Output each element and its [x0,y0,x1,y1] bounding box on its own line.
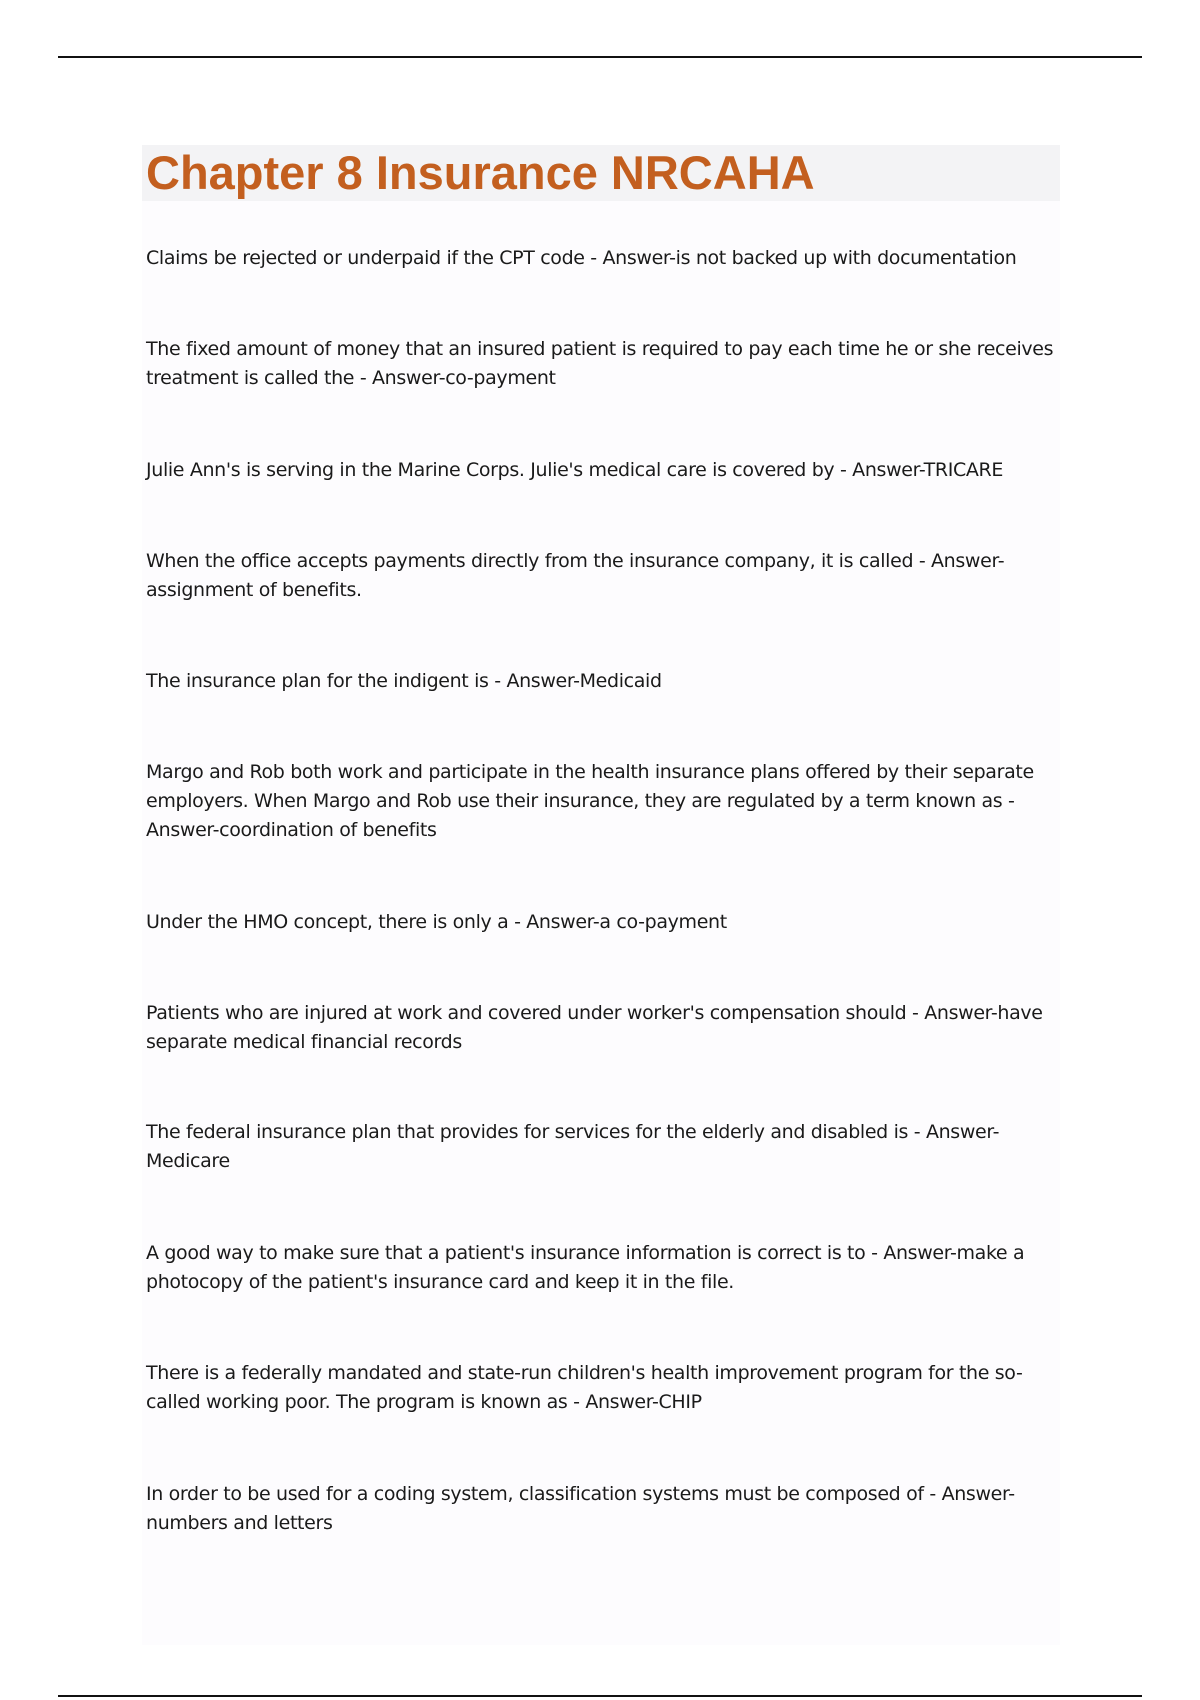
qa-item-2: The fixed amount of money that an insured patient is required to pay each time he or she receives treatment is called the - Answer-co-payment [146,338,1054,389]
qa-item-12: In order to be used for a coding system, classification systems must be composed of - Answer-numbers and letters [146,1483,1015,1534]
header-rule [58,56,1142,58]
qa-item-4: When the office accepts payments directly from the insurance company, it is called - Answer-assignment of benefits. [146,550,1005,601]
qa-item-9: The federal insurance plan that provides for services for the elderly and disabled is - Answer-Medicare [146,1121,1000,1172]
qa-item-6: Margo and Rob both work and participate in the health insurance plans offered by their separate employers. When Margo and Rob use their insurance, they are regulated by a term known as - Answer-coordination of benefits [146,761,1034,841]
footer-rule [58,1695,1142,1697]
qa-item-8: Patients who are injured at work and covered under worker's compensation should - Answer-have separate medical financial records [146,1002,1043,1053]
qa-item-7: Under the HMO concept, there is only a - Answer-a co-payment [146,911,727,933]
qa-item-5: The insurance plan for the indigent is - Answer-Medicaid [146,670,662,692]
qa-item-1: Claims be rejected or underpaid if the CPT code - Answer-is not backed up with documentation [146,247,1017,269]
qa-item-10: A good way to make sure that a patient's insurance information is correct is to - Answer-make a photocopy of the patient's insurance card and keep it in the file. [146,1242,1025,1293]
page-title: Chapter 8 Insurance NRCAHA [146,146,815,199]
qa-item-11: There is a federally mandated and state-run children's health improvement program for the so-called working poor. The program is known as - Answer-CHIP [146,1362,1023,1413]
qa-item-3: Julie Ann's is serving in the Marine Corps. Julie's medical care is covered by - Answer-TRICARE [146,459,1004,481]
